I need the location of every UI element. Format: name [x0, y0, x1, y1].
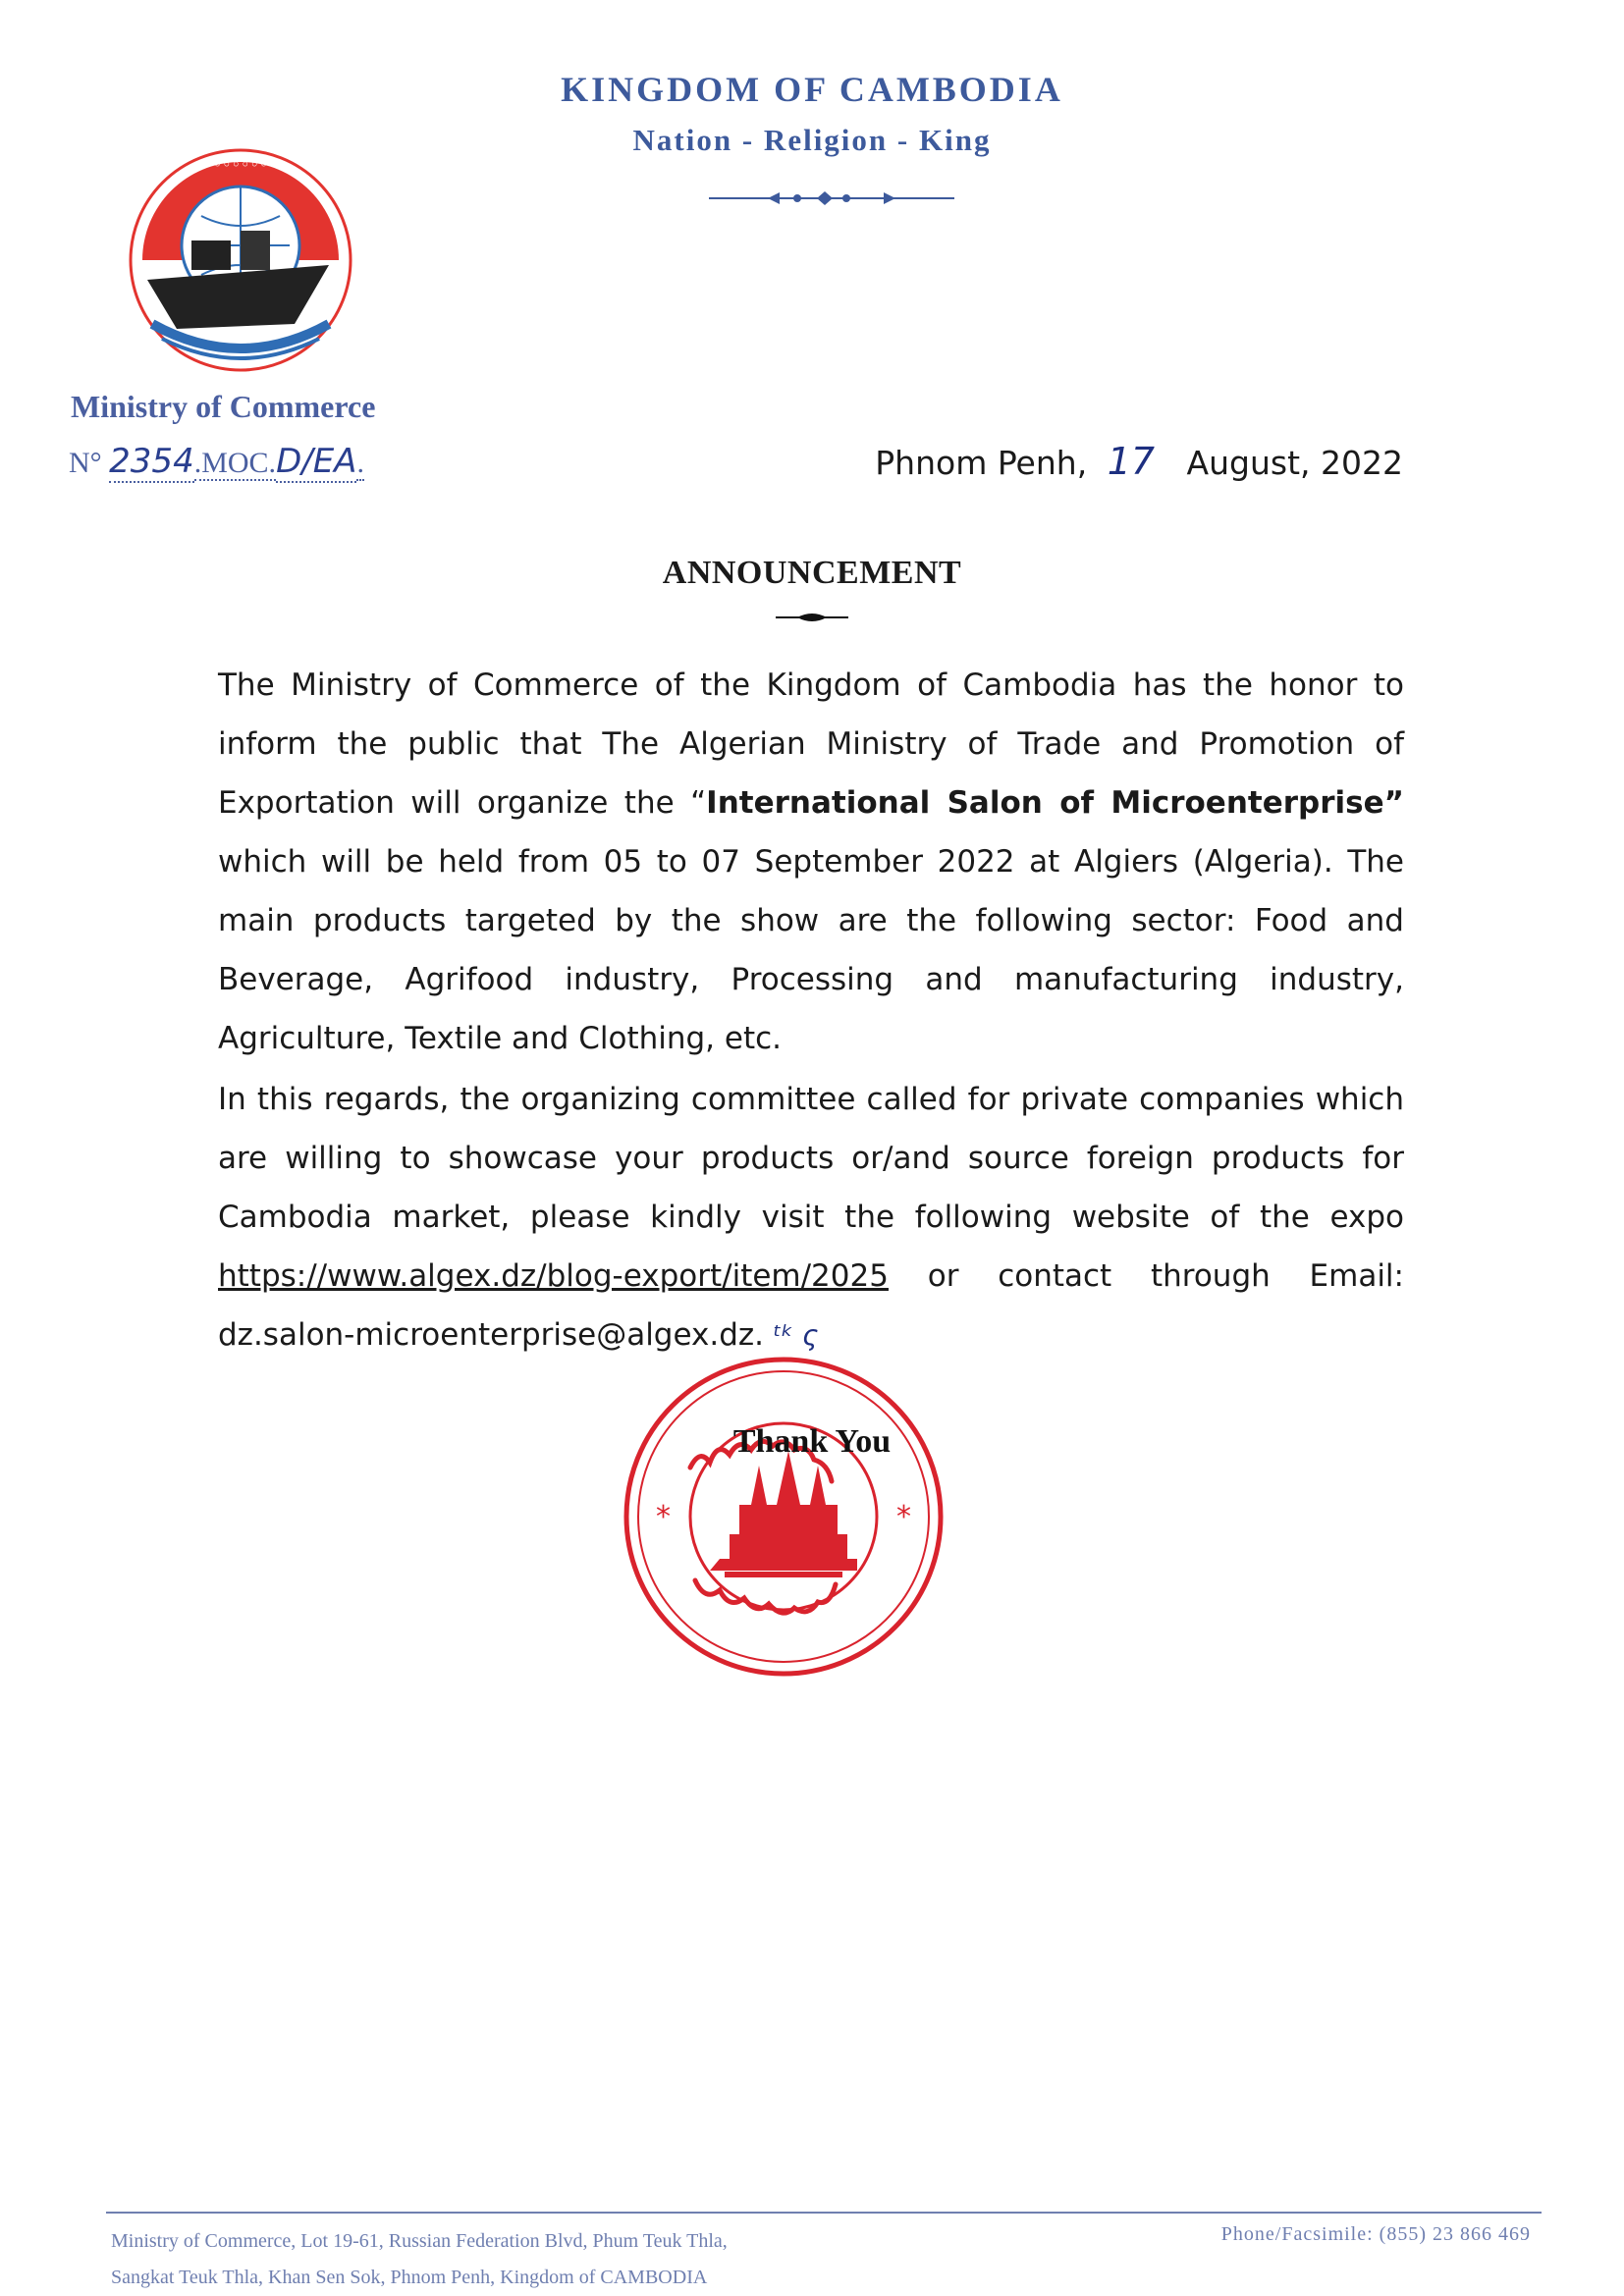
footer-address-line-2: Sangkat Teuk Thla, Khan Sen Sok, Phnom Penh, Kingdom of CAMBODIA: [111, 2267, 708, 2288]
paragraph-1: [218, 656, 1404, 1068]
announcement-title: ANNOUNCEMENT: [662, 555, 962, 591]
paragraph-2: [218, 1070, 1404, 1365]
motto-heading: Nation - Religion - King: [632, 123, 992, 157]
footer-divider: [106, 2212, 1542, 2214]
ref-end: .: [356, 447, 364, 479]
svg-text:*: *: [896, 1500, 911, 1534]
date-city: Phnom Penh,: [875, 444, 1088, 482]
date-day-handwritten: 17: [1107, 440, 1156, 483]
p2-text-b: or contact through Email: dz.salon-microenterprise@algex.dz.: [218, 1258, 1404, 1353]
date-line: [875, 440, 1403, 483]
official-red-stamp-icon: [617, 1350, 950, 1688]
title-ornament-icon: [776, 611, 848, 629]
svg-text:◦◦◦◦◦◦◦◦: ◦◦◦◦◦◦◦◦: [203, 155, 278, 174]
header-ornament-icon: [709, 187, 954, 215]
ref-prefix: N°: [69, 447, 102, 479]
footer-address: [111, 2223, 728, 2296]
handwritten-initials: ᵗᵏ ς: [773, 1319, 819, 1352]
footer-phone: Phone/Facsimile: (855) 23 866 469: [1220, 2223, 1531, 2245]
svg-text:*: *: [656, 1500, 671, 1534]
p1-text-b: which will be held from 05 to 07 September 2022 at Algiers (Algeria). The main products targeted by the show are the following sector: Food and Beverage, Agrifood industry, Processing and manufacturing industry, Agriculture, Textile and Clothing, etc.: [218, 844, 1404, 1056]
ref-number-handwritten: 2354: [109, 442, 194, 481]
reference-number: [69, 442, 364, 481]
ministry-name: Ministry of Commerce: [71, 389, 376, 424]
p2-text-a: In this regards, the organizing committee called for private companies which are willing to showcase your products or/and source foreign products for Cambodia market, please kindly visit the following website of the expo: [218, 1082, 1404, 1235]
kingdom-heading: KINGDOM OF CAMBODIA: [561, 70, 1063, 109]
ref-suffix-handwritten: D/EA: [276, 442, 357, 481]
expo-website-link[interactable]: https://www.algex.dz/blog-export/item/2025: [218, 1258, 889, 1294]
footer-address-line-1: Ministry of Commerce, Lot 19-61, Russian Federation Blvd, Phum Teuk Thla,: [111, 2230, 728, 2252]
ministry-of-commerce-seal-icon: [123, 142, 358, 383]
date-month-year: August, 2022: [1186, 444, 1403, 482]
ref-mid: .MOC.: [193, 447, 277, 479]
p1-text-a: The Ministry of Commerce of the Kingdom of Cambodia has the honor to inform the public that The Algerian Ministry of Trade and Promotion of Exportation will organize the “: [218, 667, 1404, 821]
thank-you-closing: Thank You: [732, 1423, 892, 1460]
event-name: International Salon of Microenterprise”: [706, 785, 1404, 821]
